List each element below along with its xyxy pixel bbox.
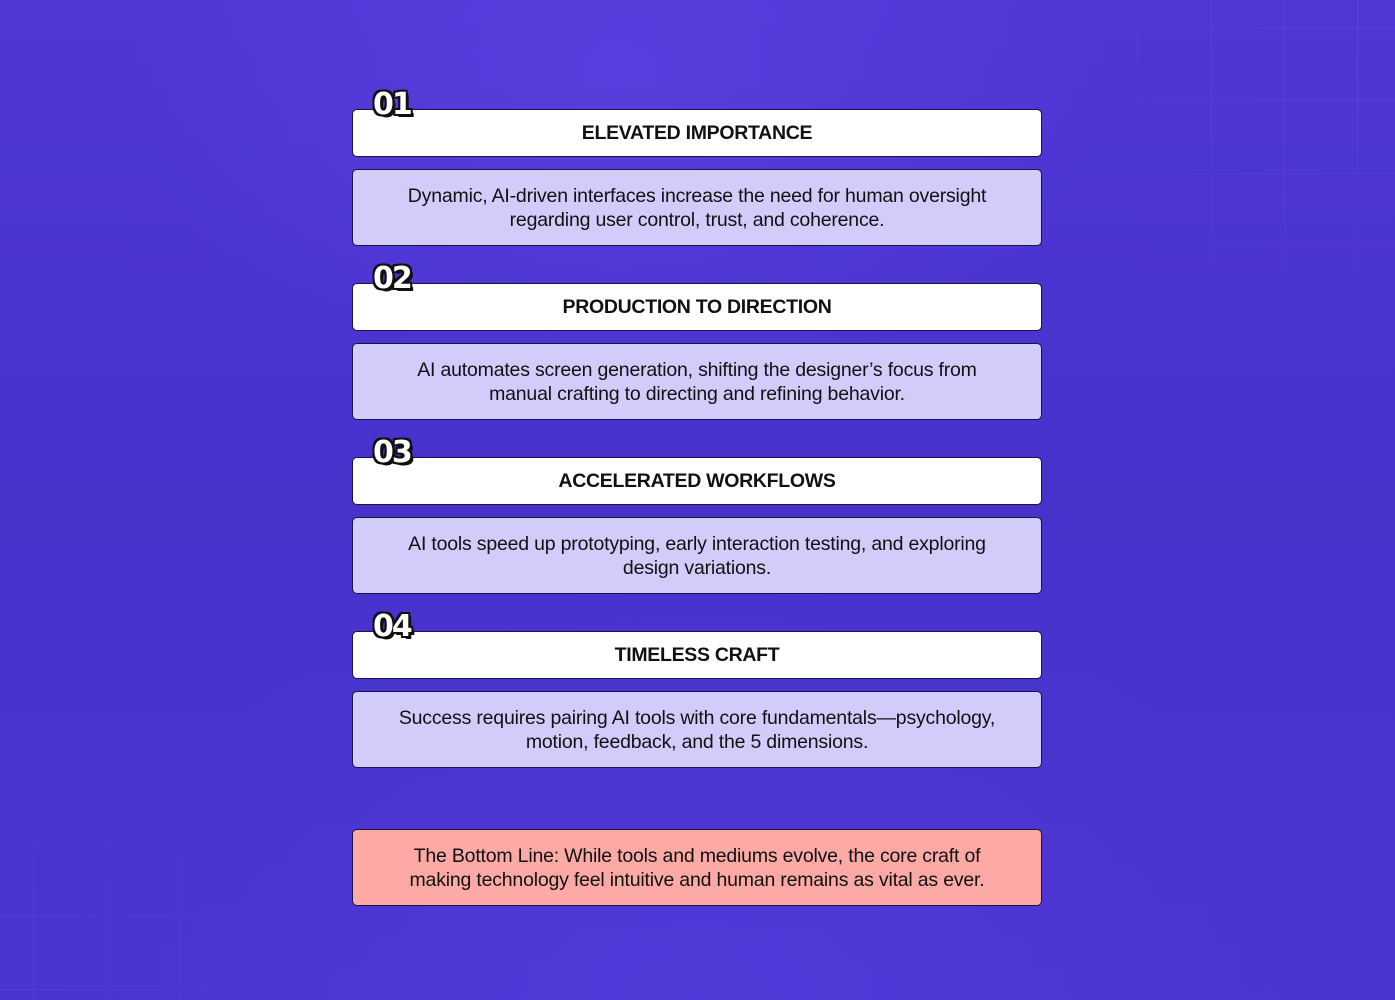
step-number: 01: [373, 87, 411, 122]
bottom-line-text: The Bottom Line: While tools and mediums evolve, the core craft of making technology feel intuitive and human remains as vital as ever.: [409, 844, 985, 891]
background-grid-bottom-left: [0, 740, 260, 1000]
step-3: [352, 435, 1042, 612]
step-title-box: [352, 457, 1042, 505]
step-title: TIMELESS CRAFT: [614, 643, 780, 666]
step-title-box: [352, 631, 1042, 679]
step-description: AI automates screen generation, shifting the designer’s focus from manual crafting to directing and refining behavior.: [417, 358, 977, 405]
step-title-box: [352, 283, 1042, 331]
step-description-box: [352, 517, 1042, 594]
step-description-box: [352, 691, 1042, 768]
background-grid-top-right: [1065, 0, 1395, 340]
steps-list: [352, 87, 1042, 786]
step-description-box: [352, 169, 1042, 246]
step-number: 02: [373, 261, 411, 296]
step-number: 03: [373, 435, 411, 470]
step-1: [352, 87, 1042, 264]
bottom-line-box: [352, 829, 1042, 906]
step-description: Dynamic, AI-driven interfaces increase the need for human oversight regarding user control, trust, and coherence.: [407, 184, 987, 231]
step-description: AI tools speed up prototyping, early interaction testing, and exploring design variations.: [408, 532, 986, 579]
step-description: Success requires pairing AI tools with core fundamentals—psychology, motion, feedback, and the 5 dimensions.: [398, 706, 996, 753]
step-number: 04: [373, 609, 411, 644]
step-title: PRODUCTION TO DIRECTION: [562, 295, 832, 318]
step-description-box: [352, 343, 1042, 420]
step-title-box: [352, 109, 1042, 157]
step-title: ELEVATED IMPORTANCE: [581, 121, 813, 144]
step-4: [352, 609, 1042, 786]
step-2: [352, 261, 1042, 438]
step-title: ACCELERATED WORKFLOWS: [558, 469, 836, 492]
